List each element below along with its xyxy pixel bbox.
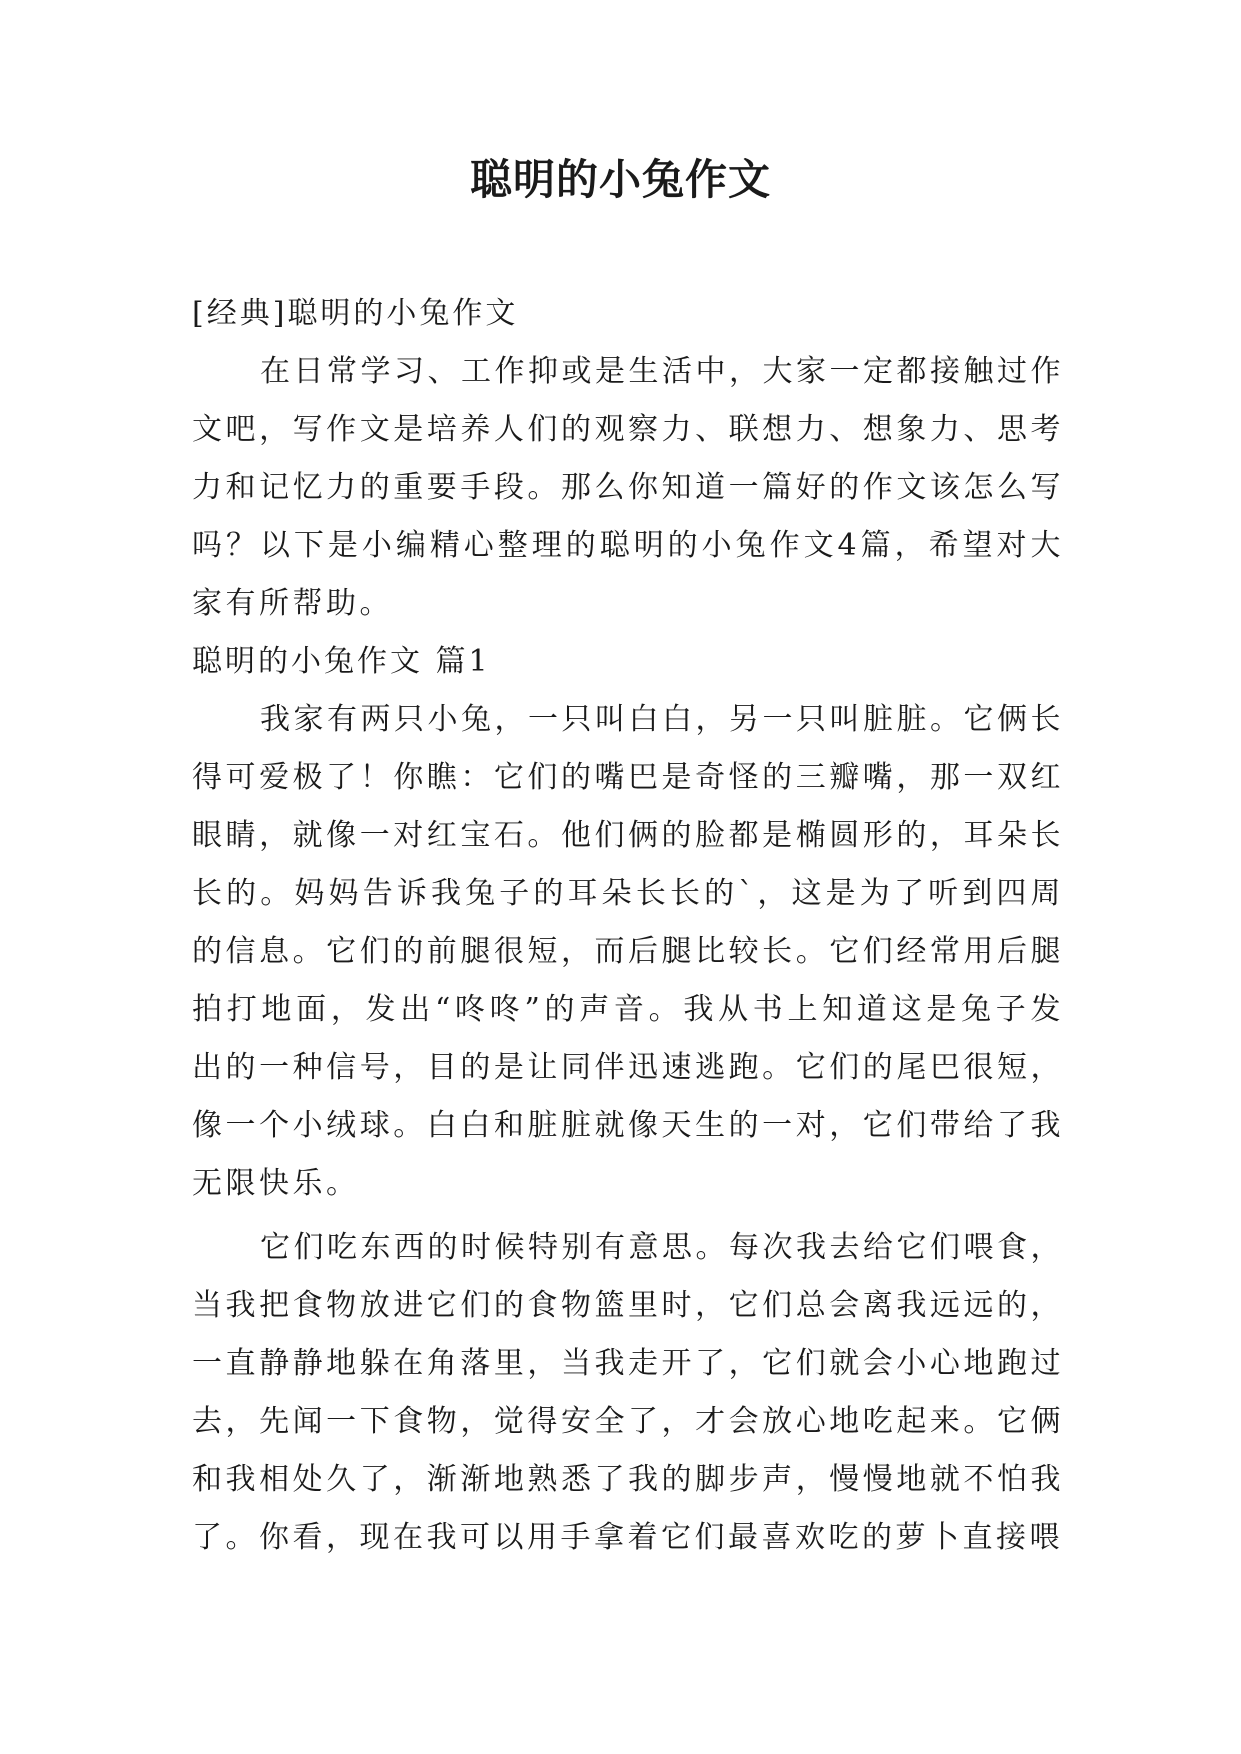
intro-paragraph: 在日常学习、工作抑或是生活中，大家一定都接触过作文吧，写作文是培养人们的观察力、联想力、想象力、思考力和记忆力的重要手段。那么你知道一篇好的作文该怎么写吗？以下是小编精心整理的聪明的小兔作文4篇，希望对大家有所帮助。 <box>192 354 1064 621</box>
body-paragraph: 我家有两只小兔，一只叫白白，另一只叫脏脏。它俩长得可爱极了！你瞧：它们的嘴巴是奇怪的三瓣嘴，那一双红眼睛，就像一对红宝石。他们俩的脸都是椭圆形的，耳朵长长的。妈妈告诉我兔子的耳朵长长的`，这是为了听到四周的信息。它们的前腿很短，而后腿比较长。它们经常用后腿拍打地面，发出“咚咚”的声音。我从书上知道这是兔子发出的一种信号，目的是让同伴迅速逃跑。它们的尾巴很短，像一个小绒球。白白和脏脏就像天生的一对，它们带给了我无限快乐。 <box>192 702 1064 1201</box>
section-heading: 聪明的小兔作文 篇1 <box>192 644 491 679</box>
body-paragraph: 它们吃东西的时候特别有意思。每次我去给它们喂食，当我把食物放进它们的食物篮里时，它们总会离我远远的，一直静静地躲在角落里，当我走开了，它们就会小心地跑过去，先闻一下食物，觉得安全了，才会放心地吃起来。它俩和我相处久了，渐渐地熟悉了我的脚步声，慢慢地就不怕我了。你看，现在我可以用手拿着它们最喜欢吃的萝卜直接喂 <box>192 1230 1064 1555</box>
document-title: 聪明的小兔作文 <box>469 155 771 204</box>
document-subtitle: [经典]聪明的小兔作文 <box>192 296 519 331</box>
document-body <box>192 285 1064 1567</box>
